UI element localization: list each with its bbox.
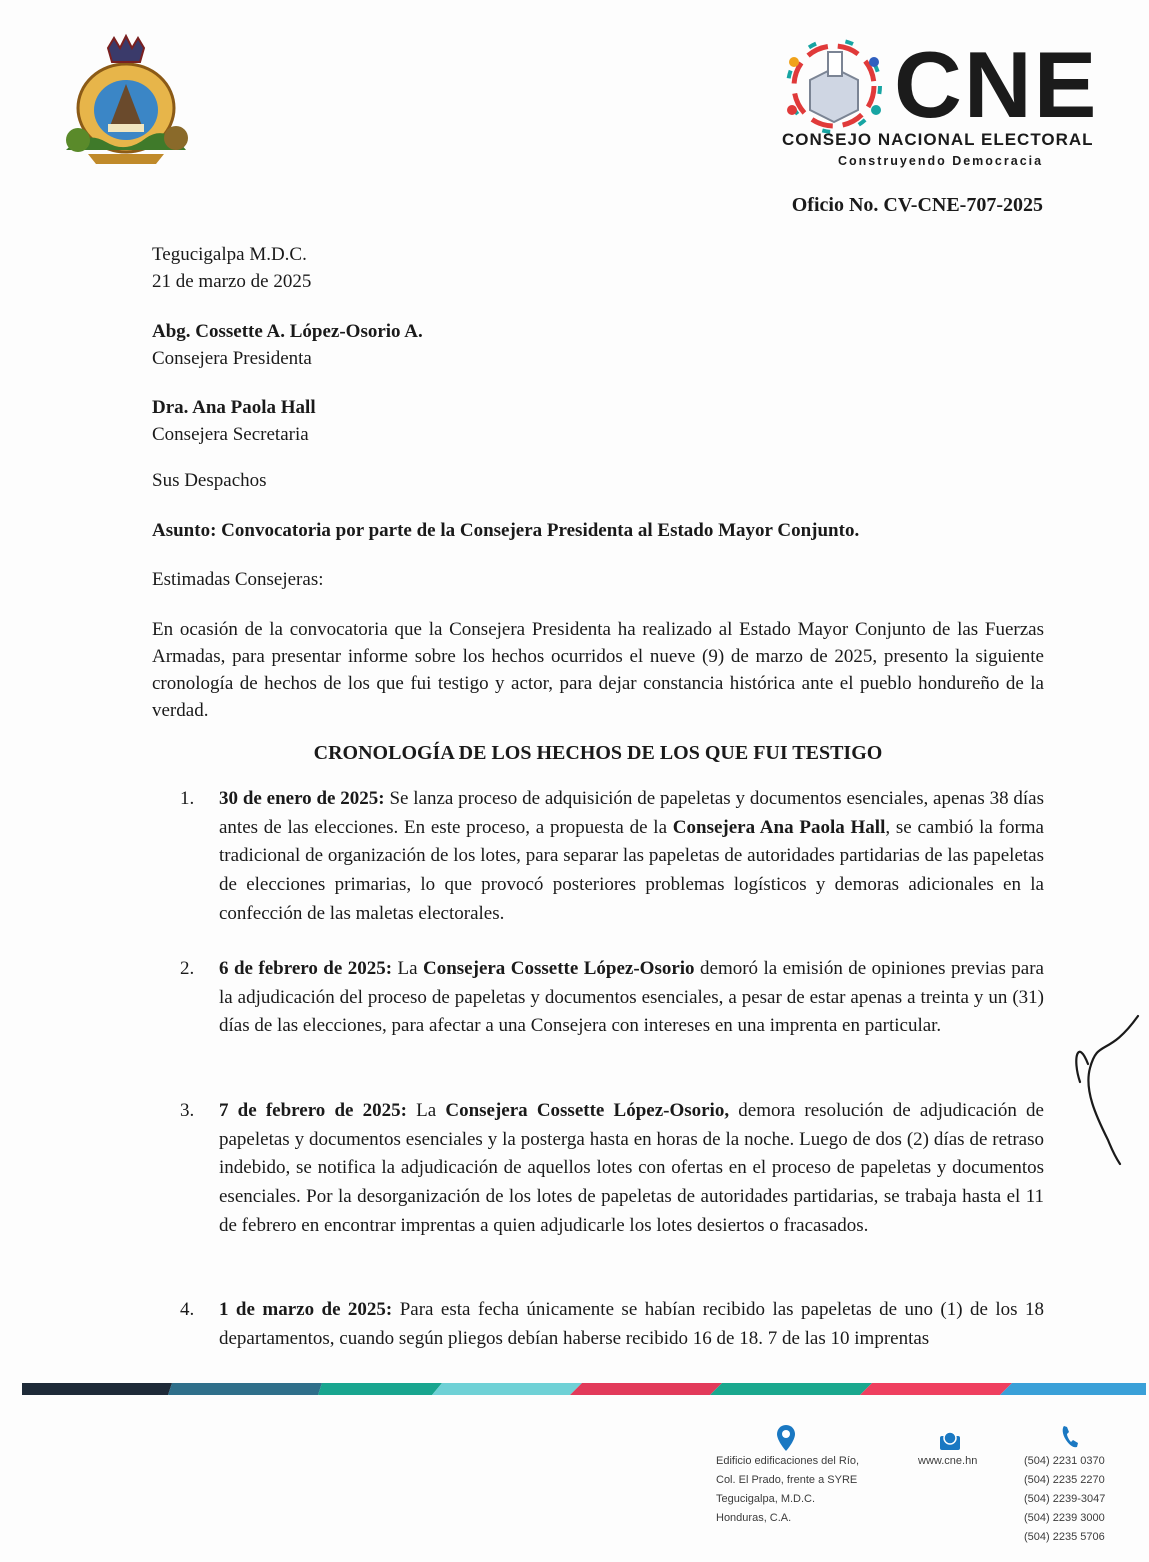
recipient-2 (152, 394, 1044, 448)
honduras-coat-of-arms-icon (58, 30, 194, 170)
address-line: Col. El Prado, frente a SYRE (716, 1474, 858, 1486)
item-number: 3. (180, 1100, 195, 1121)
address-line: Tegucigalpa, M.D.C. (716, 1493, 816, 1505)
cne-logo (778, 32, 1128, 172)
item-text: La (406, 1100, 446, 1121)
greeting: Estimadas Consejeras: (152, 569, 324, 590)
cne-full-name: CONSEJO NACIONAL ELECTORAL (782, 130, 1094, 149)
item-highlight: Consejera Ana Paola Hall (672, 816, 886, 838)
cne-acronym: CNE (894, 32, 1099, 137)
item-body (219, 1097, 1044, 1241)
item-highlight: Consejera Cossette López-Osorio, (445, 1100, 730, 1121)
recipient-1 (152, 318, 1044, 372)
footer-address (716, 1452, 859, 1528)
place-date (152, 241, 1044, 295)
item-text: Para esta fecha únicamente se habían recibido las papeletas de uno (1) de los 18 departamentos, cuando según pliegos debían haberse recibido 16 de 18. 7 de las 10 imprentas (219, 1299, 1044, 1349)
item-text: Se lanza proceso de adquisición de papeletas y documentos esenciales, apenas 38 días antes de las elecciones. En este proceso, a propuesta de la (219, 788, 1044, 838)
phone-line: (504) 2231 0370 (1024, 1455, 1105, 1467)
footer-phones (1024, 1452, 1105, 1547)
address-line: Honduras, C.A. (716, 1512, 792, 1524)
phone-icon (1060, 1424, 1080, 1450)
phone-line: (504) 2239 3000 (1024, 1512, 1105, 1524)
footer-color-stripe (22, 1381, 1146, 1397)
ballot-box-icon (778, 32, 890, 140)
date: 21 de marzo de 2025 (152, 271, 312, 292)
item-number: 4. (180, 1299, 195, 1320)
phone-line: (504) 2235 5706 (1024, 1531, 1105, 1543)
location-pin-icon (776, 1424, 796, 1452)
despachos: Sus Despachos (152, 470, 267, 491)
item-highlight: Consejera Cossette López-Osorio (423, 958, 695, 979)
item-date: 30 de enero de 2025: (219, 788, 385, 809)
item-text: La (392, 958, 423, 979)
recipient-name: Dra. Ana Paola Hall (152, 397, 316, 418)
item-text: demora resolución de adjudicación de papeletas y documentos esenciales y la posterga hasta en horas de la noche. Luego de dos (2) días de retraso indebido, se notifica la adjudicación de aquellos lotes con ofertas en el proceso de papeletas y documentos esenciales. Por la desorganización de los lotes de papeletas de autoridades partidarias, se trabaja hasta el 11 de febrero en encontrar imprentas a quien adjudicarle los lotes desiertos o fracasados. (219, 1100, 1044, 1236)
item-number: 2. (180, 958, 195, 979)
intro-paragraph: En ocasión de la convocatoria que la Consejera Presidenta ha realizado al Estado Mayor Conjunto de las Fuerzas Armadas, para presentar informe sobre los hechos ocurridos el nueve (9) de marzo de 2025, presento la siguiente cronología de hechos de los que fui testigo y actor, para dejar constancia histórica ante el pueblo hondureño de la verdad. (152, 619, 1044, 721)
recipient-title: Consejera Secretaria (152, 424, 309, 445)
footer-website: www.cne.hn (918, 1455, 978, 1467)
item-body (219, 785, 1044, 929)
handwritten-signature (1068, 998, 1148, 1168)
item-text: , se cambió la forma tradicional de organización de los lotes, para separar las papeletas de autoridades partidarias de las papeletas de elecciones primarias, lo que provocó posteriores problemas logísticos y demoras adicionales en la confección de las maletas electorales. (219, 816, 1044, 924)
phone-line: (504) 2239-3047 (1024, 1493, 1106, 1505)
section-title: CRONOLOGÍA DE LOS HECHOS DE LOS QUE FUI TESTIGO (313, 742, 883, 764)
item-body (219, 1296, 1044, 1353)
item-number: 1. (180, 788, 195, 809)
item-date: 6 de febrero de 2025: (219, 958, 393, 979)
subject-line: Asunto: Convocatoria por parte de la Consejera Presidenta al Estado Mayor Conjunto. (152, 520, 860, 541)
oficio-number: Oficio No. CV-CNE-707-2025 (791, 194, 1043, 216)
web-mail-icon (938, 1430, 962, 1452)
item-text: demoró la emisión de opiniones previas para la adjudicación del proceso de papeletas y documentos esenciales, a pesar de estar apenas a treinta y un (31) días de las elecciones, para afectar a una Consejera con intereses en una imprenta en particular. (219, 958, 1044, 1037)
place: Tegucigalpa M.D.C. (152, 244, 307, 265)
item-date: 1 de marzo de 2025: (219, 1299, 393, 1320)
item-body (219, 955, 1044, 1041)
recipient-name: Abg. Cossette A. López-Osorio A. (152, 321, 423, 342)
recipient-title: Consejera Presidenta (152, 348, 312, 369)
item-date: 7 de febrero de 2025: (219, 1100, 407, 1121)
cne-slogan: Construyendo Democracia (838, 154, 1044, 168)
phone-line: (504) 2235 2270 (1024, 1474, 1105, 1486)
address-line: Edificio edificaciones del Río, (716, 1455, 860, 1467)
